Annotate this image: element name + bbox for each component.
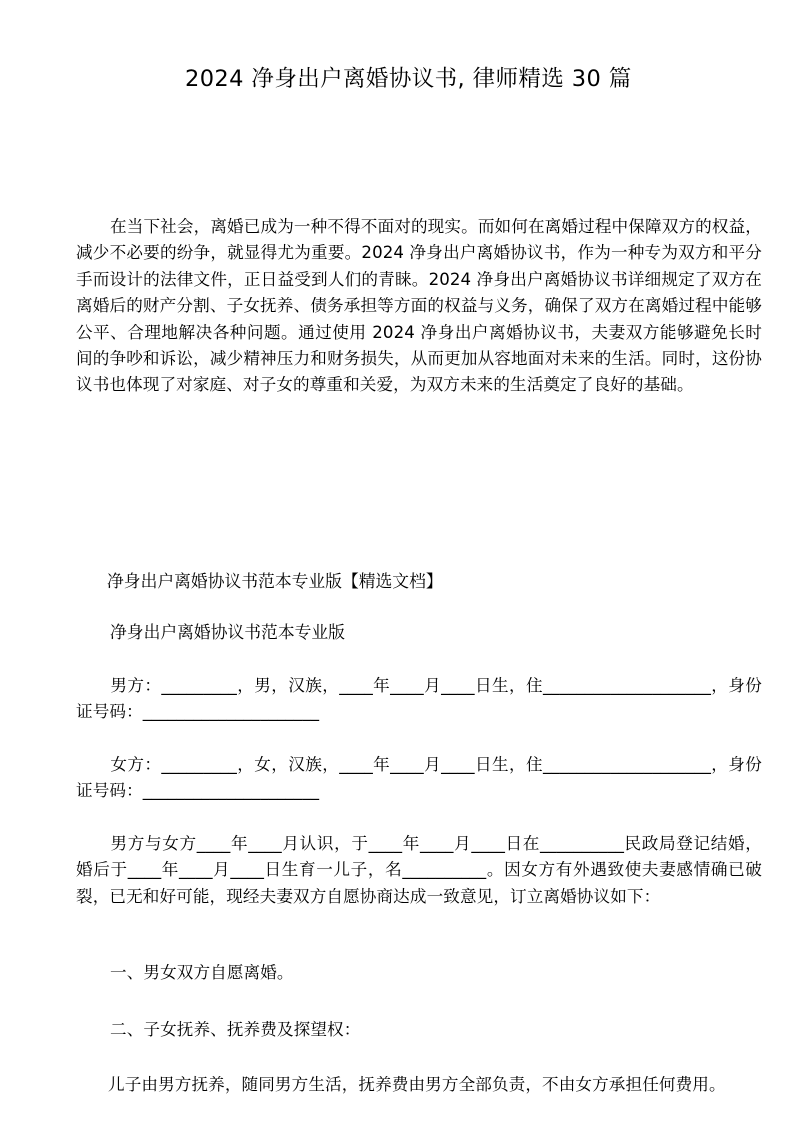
clause-item-1: 一、男女双方自愿离婚。 xyxy=(110,963,294,982)
page-title: 2024 净身出户离婚协议书, 律师精选 30 篇 xyxy=(185,66,632,92)
party-female-text: 女方：_________，女，汉族，____年____月____日生，住____________________，身份证号码：_____________________ xyxy=(76,755,762,801)
party-female-block xyxy=(76,752,762,805)
intro-paragraph xyxy=(76,214,762,399)
party-male-block xyxy=(76,673,762,726)
narrative-text: 男方与女方____年____月认识，于____年____月____日在__________民政局登记结婚，婚后于____年____月____日生育一儿子，名__________。因女方有外遇致使夫妻感情确已破裂，已无和好可能，现经夫妻双方自愿协商达成一致意见，订立离婚协议如下： xyxy=(76,834,762,906)
marriage-narrative-paragraph xyxy=(76,831,762,910)
section-heading-plain: 净身出户离婚协议书范本专业版 xyxy=(110,622,345,642)
party-male-text: 男方：_________，男，汉族，____年____月____日生，住____________________，身份证号码：_____________________ xyxy=(76,676,762,722)
section-heading-bracketed: 净身出户离婚协议书范本专业版【精选文档】 xyxy=(107,571,443,591)
clause-item-3: 儿子由男方抚养，随同男方生活，抚养费由男方全部负责，不由女方承担任何费用。 xyxy=(108,1075,726,1094)
clause-item-2: 二、子女抚养、抚养费及探望权： xyxy=(110,1020,361,1039)
intro-paragraph-text: 在当下社会，离婚已成为一种不得不面对的现实。而如何在离婚过程中保障双方的权益，减少不必要的纷争，就显得尤为重要。2024 净身出户离婚协议书，作为一种专为双方和平分手而设计的法律文件，正日益受到人们的青睐。2024 净身出户离婚协议书详细规定了双方在离婚后的财产分割、子女抚养、债务承担等方面的权益与义务，确保了双方在离婚过程中能够公平、合理地解决各种问题。通过使用 2024 净身出户离婚协议书，夫妻双方能够避免长时间的争吵和诉讼，减少精神压力和财务损失，从而更加从容地面对未来的生活。同时，这份协议书也体现了对家庭、对子女的尊重和关爱，为双方未来的生活奠定了良好的基础。 xyxy=(76,217,762,395)
